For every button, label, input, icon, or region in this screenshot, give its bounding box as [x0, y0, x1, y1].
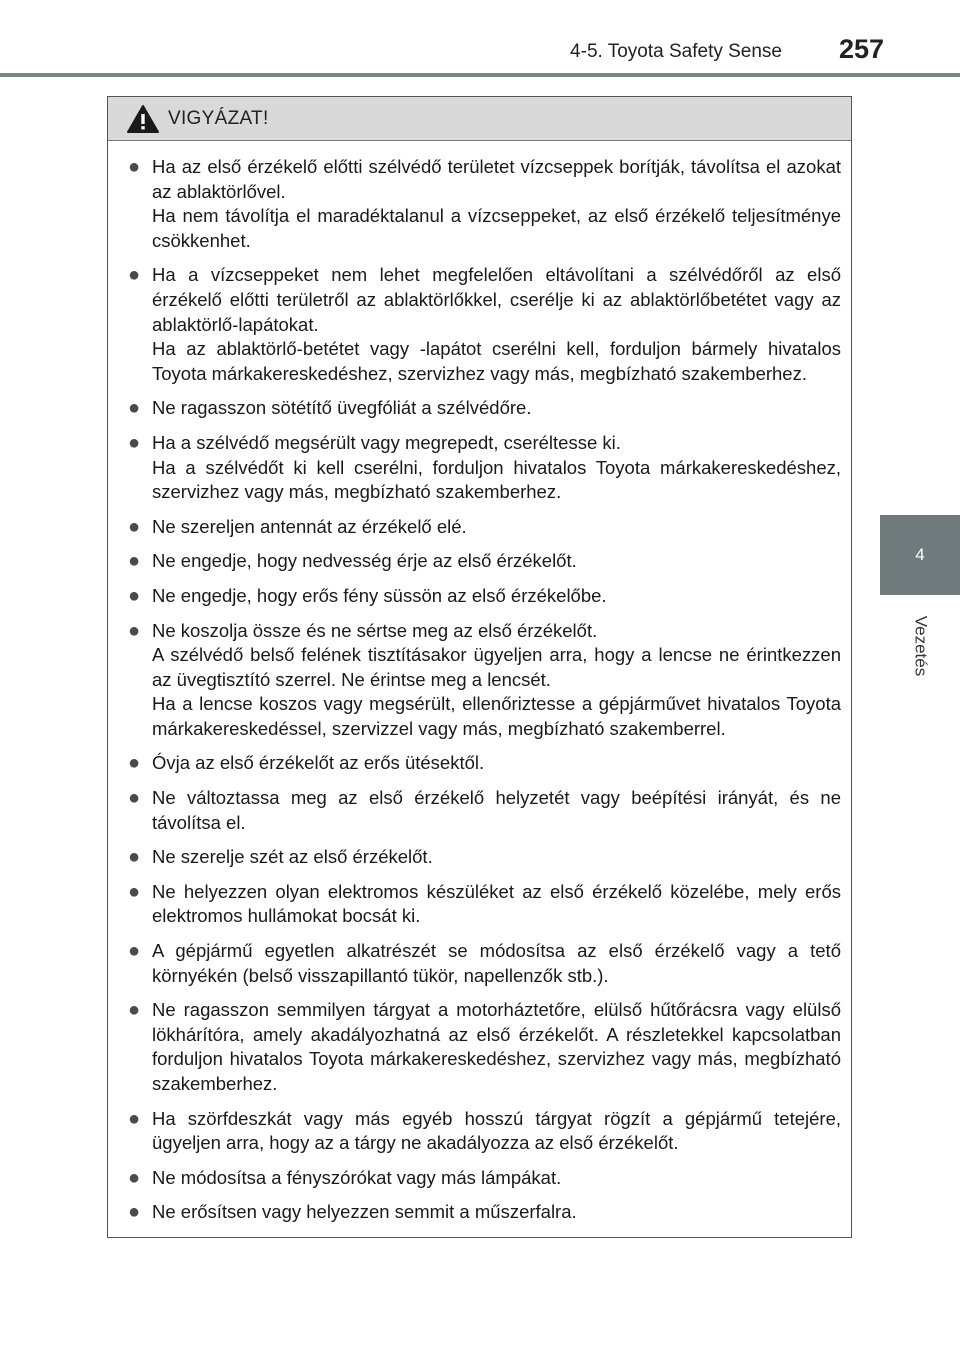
bullet-icon: ● — [128, 999, 141, 1022]
bullet-icon: ● — [128, 880, 141, 903]
bullet-icon: ● — [128, 550, 141, 573]
warning-item — [128, 549, 841, 574]
warning-line: Ha szörfdeszkát vagy más egyéb hosszú tárgyat rögzít a gépjármű tetejére, ügyeljen arra, hogy az a tárgy ne akadályozza az első érzékelőt. — [152, 1107, 841, 1154]
bullet-icon: ● — [128, 156, 141, 178]
warning-item-text — [152, 1166, 841, 1191]
warning-item — [128, 263, 841, 386]
warning-line: A gépjármű egyetlen alkatrészét se módosítsa az első érzékelő vagy a tető környékén (belső visszapillantó tükör, napellenzők stb.). — [152, 940, 841, 986]
warning-line: Ne engedje, hogy erős fény süssön az első érzékelőbe. — [152, 584, 607, 606]
warning-item-text — [152, 751, 841, 776]
warning-item-text — [152, 584, 841, 609]
warning-line: Óvja az első érzékelőt az erős ütésektől. — [152, 752, 485, 774]
warning-item-text — [152, 619, 841, 742]
warning-item — [128, 880, 841, 929]
warning-line: Ha a lencse koszos vagy megsérült, ellenőriztesse a gépjárművet hivatalos Toyota márkakereskedéssel, szervizzel vagy más, megbízható szakemberrel. — [152, 693, 841, 739]
warning-line: Ne szereljen antennát az érzékelő elé. — [152, 515, 467, 537]
warning-item-text — [152, 1200, 841, 1225]
warning-item-text — [152, 155, 841, 253]
warning-item — [128, 751, 841, 776]
warning-line: Ha az ablaktörlő-betétet vagy -lapátot cserélni kell, forduljon bármely hivatalos Toyota márkakereskedéshez, szervizhez vagy más, megbízható szakemberhez. — [152, 338, 841, 384]
warning-line: Ne ragasszon semmilyen tárgyat a motorháztetőre, elülső hűtőrácsra vagy elülső lökhárítóra, amely akadályozhatná az első érzékelőt. A részletekkel kapcsolatban forduljon hivatalos Toyota márkakereskedéshez, szervizhez vagy más, megbízható szakemberhez. — [152, 999, 841, 1094]
warning-item — [128, 515, 841, 540]
warning-item — [128, 155, 841, 253]
warning-item — [128, 998, 841, 1096]
warning-item — [128, 939, 841, 988]
warning-item — [128, 431, 841, 505]
bullet-icon: ● — [128, 264, 141, 287]
bullet-icon: ● — [128, 752, 141, 775]
chapter-label — [900, 606, 940, 686]
warning-item — [128, 786, 841, 835]
warning-item-text — [152, 431, 841, 505]
warning-box — [107, 96, 852, 1238]
warning-line: Ne változtassa meg az első érzékelő helyzetét vagy beépítési irányát, és ne távolítsa el. — [152, 787, 841, 833]
warning-title: VIGYÁZAT! — [168, 107, 269, 129]
warning-line: Ne koszolja össze és ne sértse meg az első érzékelőt. — [152, 619, 598, 641]
warning-item-text — [152, 1107, 841, 1156]
warning-item-text — [152, 515, 841, 540]
warning-item — [128, 1107, 841, 1156]
warning-item — [128, 619, 841, 742]
warning-line: Ne engedje, hogy nedvesség érje az első érzékelőt. — [152, 550, 577, 572]
warning-line: Ha a szélvédő megsérült vagy megrepedt, cseréltesse ki. — [152, 431, 621, 453]
bullet-icon: ● — [128, 431, 141, 454]
warning-list — [108, 141, 851, 1225]
bullet-icon: ● — [128, 619, 141, 642]
warning-line: Ne szerelje szét az első érzékelőt. — [152, 846, 433, 868]
bullet-icon: ● — [128, 1201, 141, 1224]
warning-item-text — [152, 880, 841, 929]
warning-line: A szélvédő belső felének tisztításakor ügyeljen arra, hogy a lencse ne érintkezzen az üvegtisztító szerrel. Ne érintse meg a lencsét. — [152, 644, 841, 690]
chapter-tab[interactable] — [880, 515, 960, 595]
bullet-icon: ● — [128, 940, 141, 963]
warning-item-text — [152, 998, 841, 1096]
bullet-icon: ● — [128, 1166, 141, 1189]
bullet-icon: ● — [128, 1107, 141, 1130]
section-title: 4-5. Toyota Safety Sense — [570, 41, 782, 62]
page-number: 257 — [838, 34, 884, 64]
warning-header — [108, 97, 851, 141]
warning-item-text — [152, 845, 841, 870]
chapter-label-text: Vezetés — [911, 615, 930, 677]
warning-line: Ne erősítsen vagy helyezzen semmit a műszerfalra. — [152, 1201, 577, 1223]
warning-line: Ha nem távolítja el maradéktalanul a vízcseppeket, az első érzékelő teljesítménye csökkenhet. — [152, 205, 841, 251]
bullet-icon: ● — [128, 846, 141, 869]
warning-item-text — [152, 396, 841, 421]
warning-line: Ne helyezzen olyan elektromos készüléket az első érzékelő közelébe, mely erős elektromos hullámokat bocsát ki. — [152, 880, 841, 927]
warning-line: Ha a szélvédőt ki kell cserélni, forduljon hivatalos Toyota márkakereskedéshez, szervizhez vagy más, megbízható szakemberhez. — [152, 456, 841, 503]
warning-item-text — [152, 263, 841, 386]
warning-item-text — [152, 939, 841, 988]
warning-item-text — [152, 786, 841, 835]
warning-item-text — [152, 549, 841, 574]
warning-line: Ne ragasszon sötétítő üvegfóliát a szélvédőre. — [152, 397, 532, 419]
warning-item — [128, 1200, 841, 1225]
warning-item — [128, 584, 841, 609]
header-rule — [0, 73, 960, 77]
warning-line: Ha az első érzékelő előtti szélvédő területet vízcseppek borítják, távolítsa el azokat az ablaktörlővel. — [152, 156, 841, 202]
bullet-icon: ● — [128, 397, 141, 420]
warning-line: Ne módosítsa a fényszórókat vagy más lámpákat. — [152, 1166, 562, 1188]
bullet-icon: ● — [128, 787, 141, 810]
bullet-icon: ● — [128, 584, 141, 607]
warning-line: Ha a vízcseppeket nem lehet megfelelően eltávolítani a szélvédőről az első érzékelő előtti területről az ablaktörlőkkel, cserélje ki az ablaktörlőbetétet vagy az ablaktörlő-lapátokat. — [152, 264, 841, 335]
bullet-icon: ● — [128, 515, 141, 538]
warning-item — [128, 1166, 841, 1191]
warning-item — [128, 845, 841, 870]
warning-triangle-icon — [126, 104, 160, 134]
chapter-number: 4 — [915, 545, 925, 564]
warning-item — [128, 396, 841, 421]
